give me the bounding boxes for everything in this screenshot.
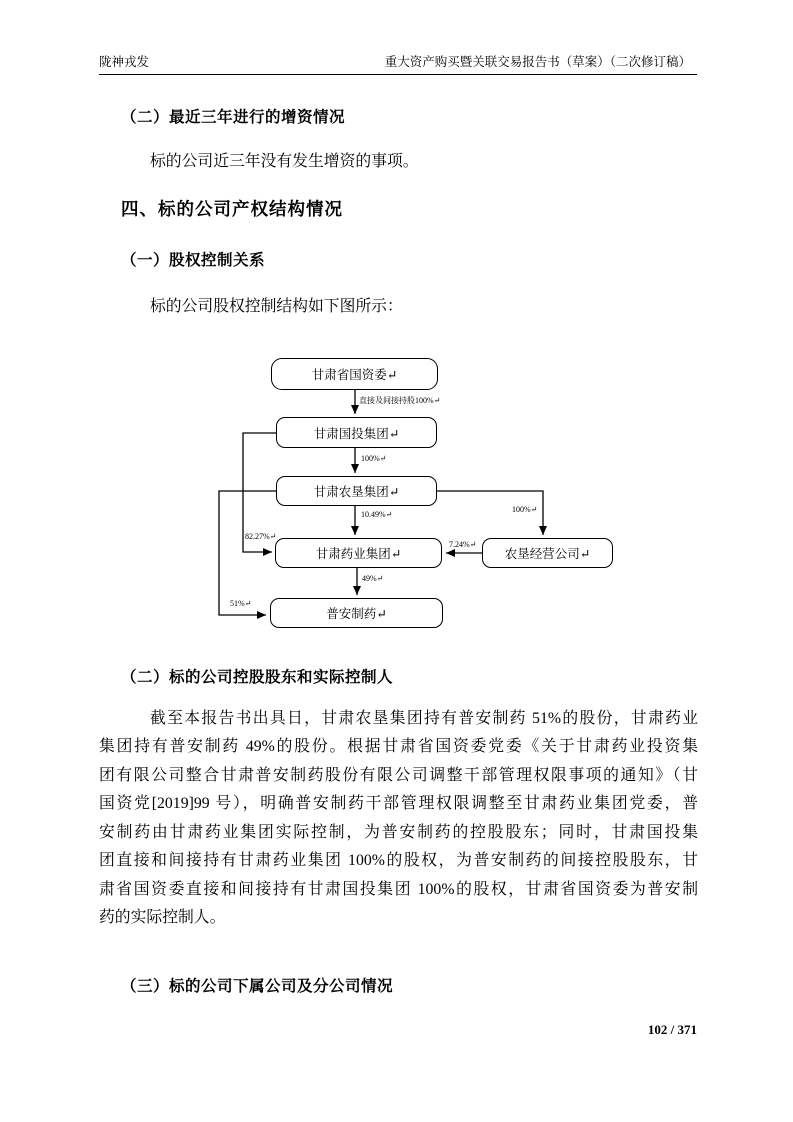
paragraph-capital-increase: 标的公司近三年没有发生增资的事项。 (150, 153, 419, 170)
paragraph-line: 团有限公司整合甘肃普安制药股份有限公司调整干部管理权限事项的通知》（甘 (99, 766, 698, 784)
paragraph-equity-intro: 标的公司股权控制结构如下图所示： (150, 298, 403, 315)
header-left-text: 陇神戎发 (99, 55, 150, 69)
paragraph-line: 肃省国资委直接和间接持有甘肃国投集团 100%的股权，甘肃省国资委为普安制 (99, 880, 698, 898)
heading-capital-increase: （二）最近三年进行的增资情况 (121, 109, 346, 126)
edge-label-49pct: 49%↵ (362, 574, 384, 583)
edge-label-100pct-nongken-jingying: 100%↵ (512, 505, 538, 514)
edge-label-82-27pct: 82.27%↵ (245, 532, 277, 541)
diagram-node-gansu-guotou-group: 甘肃国投集团↵ (276, 417, 437, 448)
heading-controlling-shareholder: （二）标的公司控股股东和实际控制人 (121, 669, 394, 686)
paragraph-line: 药的实际控制人。 (99, 909, 226, 927)
edge-label-100pct-guotou-nongken: 100%↵ (361, 454, 387, 463)
diagram-node-gansu-nongken-group: 甘肃农垦集团↵ (276, 476, 437, 506)
diagram-node-puan-pharma: 普安制药↵ (270, 598, 443, 628)
paragraph-line: 截至本报告书出具日，甘肃农垦集团持有普安制药 51%的股份，甘肃药业 (150, 710, 698, 727)
edge-label-7-24pct: 7.24%↵ (449, 540, 477, 549)
heading-ownership-structure: 四、标的公司产权结构情况 (121, 199, 343, 219)
header-right-text: 重大资产购买暨关联交易报告书（草案）（二次修订稿） (384, 55, 691, 69)
paragraph-controlling-shareholder (99, 705, 698, 933)
page-number: 102 / 371 (647, 1022, 697, 1037)
diagram-node-gansu-sasac: 甘肃省国资委↵ (271, 358, 438, 390)
edge-label-10-49pct: 10.49%↵ (361, 510, 393, 519)
paragraph-line: 国资党[2019]99 号），明确普安制药干部管理权限调整至甘肃药业集团党委，普 (99, 795, 698, 813)
page-header (99, 52, 697, 75)
edge-label-51pct: 51%↵ (230, 599, 252, 608)
diagram-node-gansu-pharma-group: 甘肃药业集团↵ (275, 538, 442, 568)
heading-subsidiaries: （三）标的公司下属公司及分公司情况 (121, 978, 394, 995)
paragraph-line: 安制药由甘肃药业集团实际控制，为普安制药的控股股东；同时，甘肃国投集 (99, 823, 698, 841)
paragraph-line: 团直接和间接持有甘肃药业集团 100%的股权，为普安制药的间接控股股东，甘 (99, 852, 698, 870)
paragraph-line: 集团持有普安制药 49%的股份。根据甘肃省国资委党委《关于甘肃药业投资集 (99, 738, 698, 756)
diagram-node-nongken-operating-co: 农垦经营公司↵ (482, 538, 613, 568)
heading-equity-control: （一）股权控制关系 (121, 252, 266, 269)
edge-label-direct-indirect-100pct: 直接及间接持股100%↵ (359, 396, 441, 405)
